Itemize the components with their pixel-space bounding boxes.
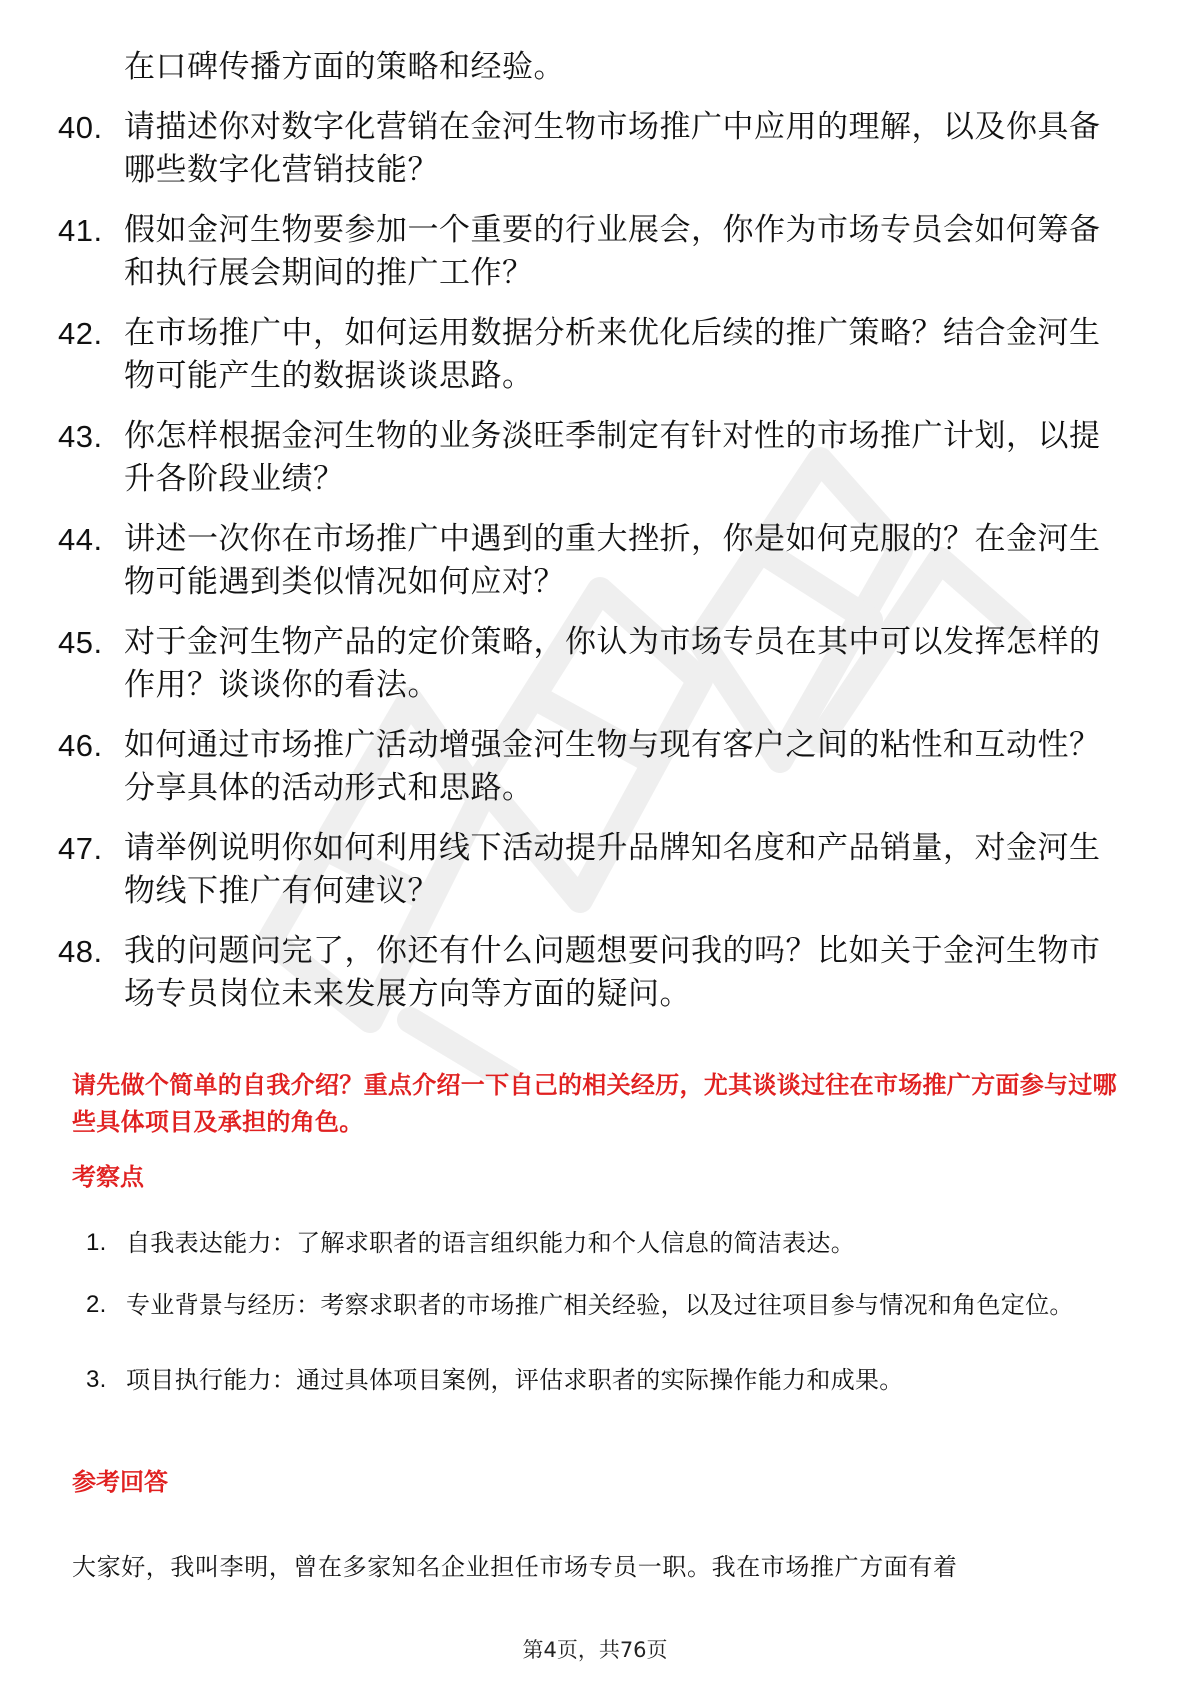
question-text: 你怎样根据金河生物的业务淡旺季制定有针对性的市场推广计划，以提升各阶段业绩？ (124, 418, 1101, 497)
question-item (58, 724, 1138, 810)
point-text: 专业背景与经历：考察求职者的市场推广相关经验，以及过往项目参与情况和角色定位。 (126, 1291, 1074, 1319)
question-number: 43. (58, 419, 103, 454)
question-continuation: 在口碑传播方面的策略和经验。 (124, 49, 565, 85)
question-item (58, 930, 1138, 1016)
assessment-point (86, 1365, 1126, 1395)
question-item (58, 415, 1138, 501)
question-text: 在市场推广中，如何运用数据分析来优化后续的推广策略？结合金河生物可能产生的数据谈谈思路。 (124, 315, 1101, 394)
question-text: 如何通过市场推广活动增强金河生物与现有客户之间的粘性和互动性？分享具体的活动形式和思路。 (124, 727, 1101, 806)
question-number: 42. (58, 316, 103, 351)
point-number: 1. (86, 1229, 107, 1256)
answer-text: 大家好，我叫李明，曾在多家知名企业担任市场专员一职。我在市场推广方面有着 (72, 1553, 958, 1581)
assessment-point (86, 1228, 1126, 1258)
assessment-point (86, 1290, 1126, 1333)
question-item (58, 209, 1138, 295)
point-number: 2. (86, 1291, 107, 1318)
assessment-points (86, 1228, 1126, 1427)
question-text: 我的问题问完了，你还有什么问题想要问我的吗？比如关于金河生物市场专员岗位未来发展方向等方面的疑问。 (124, 933, 1101, 1012)
point-number: 3. (86, 1366, 107, 1393)
question-number: 45. (58, 625, 103, 660)
question-item (58, 106, 1138, 192)
question-number: 41. (58, 213, 103, 248)
question-item (58, 312, 1138, 398)
question-text: 假如金河生物要参加一个重要的行业展会，你作为市场专员会如何筹备和执行展会期间的推广工作？ (124, 212, 1101, 291)
question-number: 44. (58, 522, 103, 557)
answer-heading: 参考回答 (72, 1468, 168, 1496)
question-item (58, 518, 1138, 604)
question-item (58, 621, 1138, 707)
question-number: 47. (58, 831, 103, 866)
point-text: 项目执行能力：通过具体项目案例，评估求职者的实际操作能力和成果。 (126, 1366, 904, 1394)
question-number: 48. (58, 934, 103, 969)
section-question: 请先做个简单的自我介绍？重点介绍一下自己的相关经历，尤其谈谈过往在市场推广方面参与过哪些具体项目及承担的角色。 (72, 1071, 1117, 1136)
points-heading: 考察点 (72, 1163, 144, 1191)
question-list (58, 46, 1138, 1033)
question-text: 请举例说明你如何利用线下活动提升品牌知名度和产品销量，对金河生物线下推广有何建议？ (124, 830, 1101, 909)
question-text: 讲述一次你在市场推广中遇到的重大挫折，你是如何克服的？在金河生物可能遇到类似情况如何应对？ (124, 521, 1101, 600)
question-number: 46. (58, 728, 103, 763)
question-item (58, 827, 1138, 913)
question-text: 对于金河生物产品的定价策略，你认为市场专员在其中可以发挥怎样的作用？谈谈你的看法。 (124, 624, 1101, 703)
question-text: 请描述你对数字化营销在金河生物市场推广中应用的理解，以及你具备哪些数字化营销技能？ (124, 109, 1101, 188)
point-text: 自我表达能力：了解求职者的语言组织能力和个人信息的简洁表达。 (126, 1229, 855, 1257)
page-footer: 第4页，共76页 (522, 1638, 668, 1662)
question-number: 40. (58, 110, 103, 145)
